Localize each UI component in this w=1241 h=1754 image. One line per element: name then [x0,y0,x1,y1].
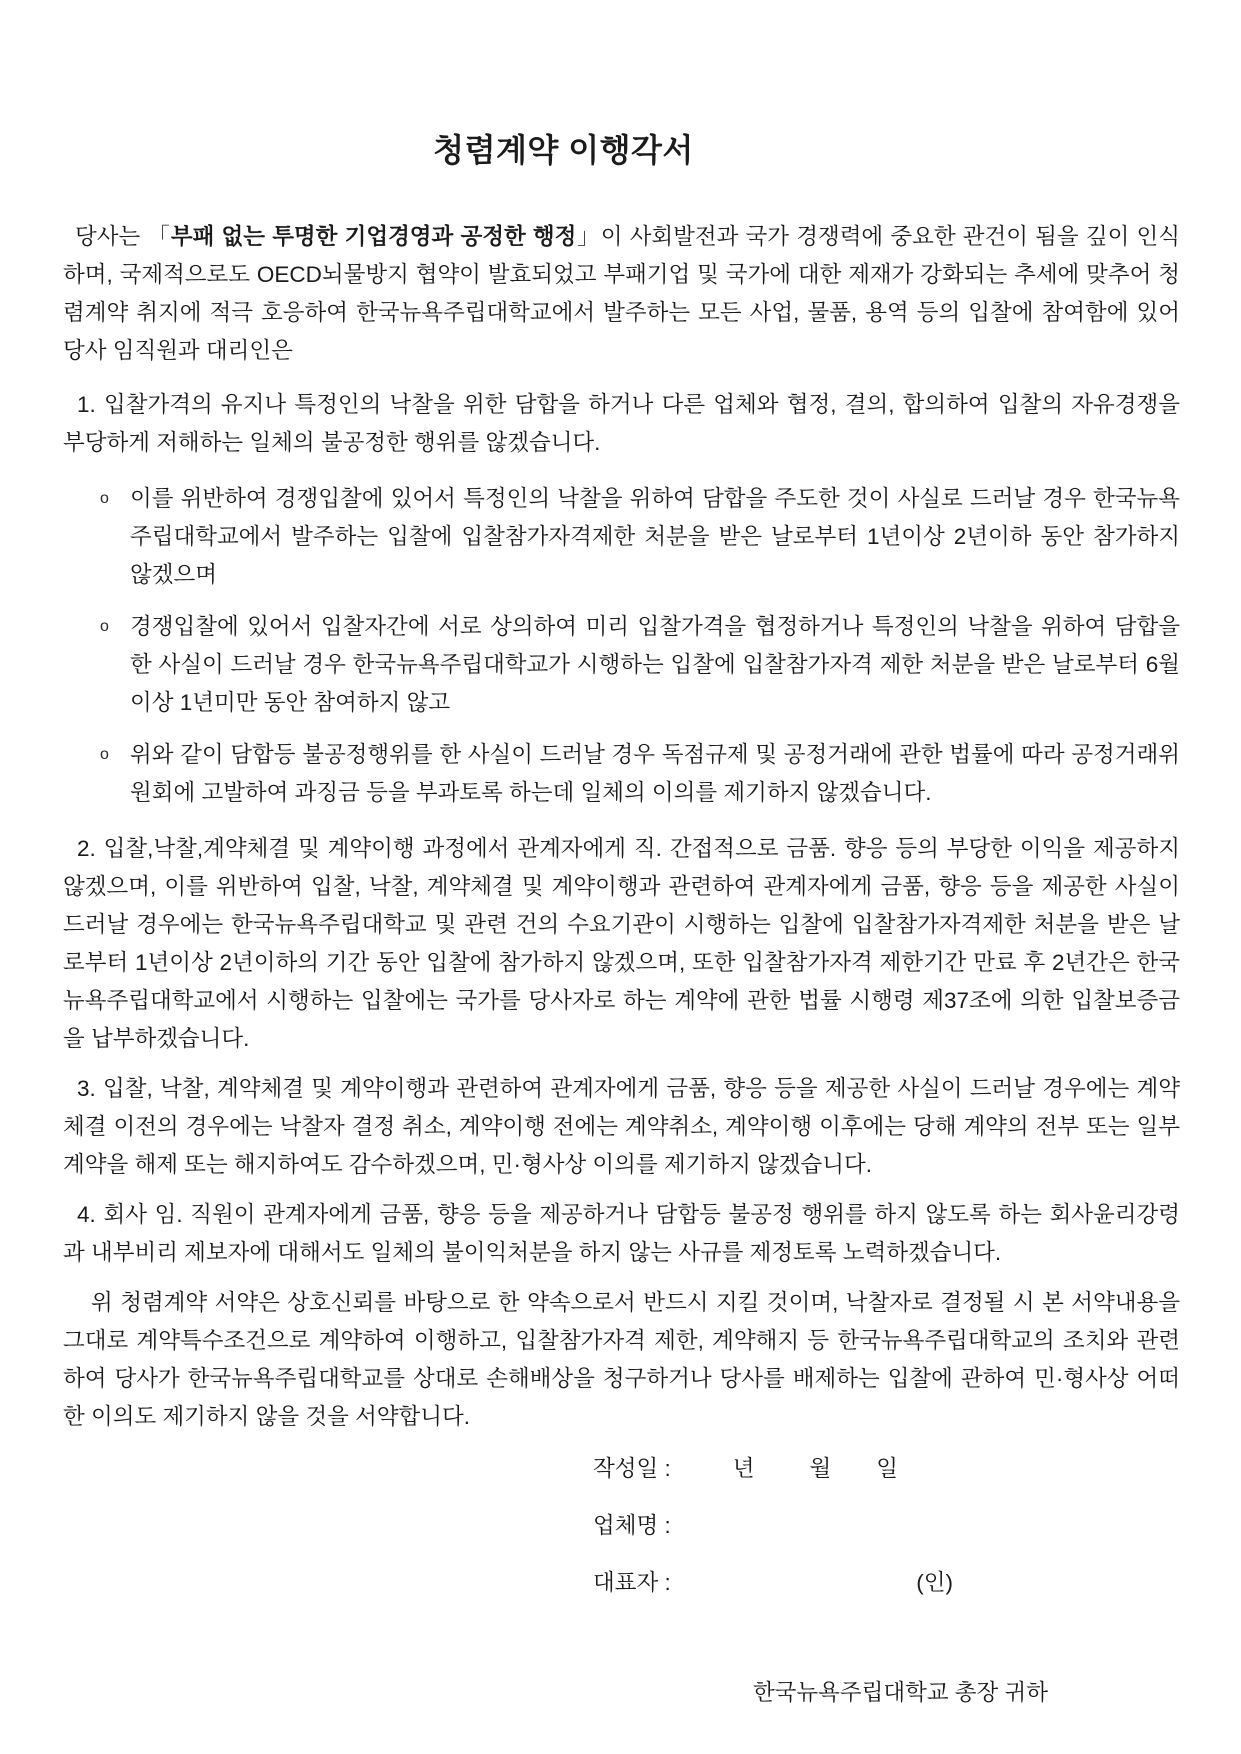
subclause-text: 경쟁입찰에 있어서 입찰자간에 서로 상의하여 미리 입찰가격을 협정하거나 특정인의 낙찰을 위하여 담합을 한 사실이 드러날 경우 한국뉴욕주립대학교가 시행하는 입찰에 입찰참가자격 제한 처분을 받은 날로부터 6월이상 1년미만 동안 참여하지 않고 [130,614,1180,715]
closing-paragraph: 위 청렴계약 서약은 상호신뢰를 바탕으로 한 약속으로서 반드시 지킬 것이며, 낙찰자로 결정될 시 본 서약내용을 그대로 계약특수조건으로 계약하여 이행하고, 입찰참가자격 제한, 계약해지 등 한국뉴욕주립대학교의 조치와 관련하여 당사가 한국뉴욕주립대학교를 상대로 손해배상을 청구하거나 당사를 배제하는 입찰에 관하여 민·형사상 어떠한 이의도 제기하지 않을 것을 서약합니다. [63,1290,1180,1429]
subclause-text: 위와 같이 담합등 불공정행위를 한 사실이 드러날 경우 독점규제 및 공정거래에 관한 법률에 따라 공정거래위원회에 고발하여 과징금 등을 부과토록 하는데 일체의 이의를 제기하지 않겠습니다. [130,742,1180,805]
intro-text-before-bold: 당사는 「 [75,224,171,249]
pledge-item-1: 1. 입찰가격의 유지나 특정인의 낙찰을 위한 담합을 하거나 다른 업체와 협정, 결의, 합의하여 입찰의 자유경쟁을 부당하게 저해하는 일체의 불공정한 행위를 않겠습니다. [63,392,1180,455]
signature-company-row [593,1507,993,1545]
month-label: 월 [809,1456,832,1481]
intro-paragraph [63,218,1180,370]
pledge-item-2: 2. 입찰,낙찰,계약체결 및 계약이행 과정에서 관계자에게 직. 간접적으로 금품. 향응 등의 부당한 이익을 제공하지 않겠으며, 이를 위반하여 입찰, 낙찰, 계약체결 및 계약이행과 관련하여 관계자에게 금품, 향응 등을 제공한 사실이 드러날 경우에는 한국뉴욕주립대학교 및 관련 건의 수요기관이 시행하는 입찰에 입찰참가자격제한 처분을 받은 날로부터 1년이상 2년이하의 기간 동안 입찰에 참가하지 않겠으며, 또한 입찰참가자격 제한기간 만료 후 2년간은 한국뉴욕주립대학교에서 시행하는 입찰에는 국가를 당사자로 하는 계약에 관한 법률 시행령 제37조에 의한 입찰보증금을 납부하겠습니다. [63,836,1180,1051]
day-label: 일 [876,1456,898,1481]
signature-date-row [593,1450,993,1488]
bullet-marker: o [100,618,109,635]
bullet-marker: o [100,490,109,507]
seal-placeholder: (인) [916,1570,953,1595]
list-item [63,608,1180,722]
intro-text-after-bold: 」이 사회발전과 국가 경쟁력에 중요한 관건이 됨을 깊이 인식하며, 국제적으로도 OECD뇌물방지 협약이 발효되었고 부패기업 및 국가에 대한 제재가 강화되는 추세에 맞추어 청렴계약 취지에 적극 호응하여 한국뉴욕주립대학교에서 발주하는 모든 사업, 물품, 용역 등의 입찰에 참여함에 있어 당사 임직원과 대리인은 [63,224,1180,363]
pledge-item-4: 4. 회사 임. 직원이 관계자에게 금품, 향응 등을 제공하거나 담합등 불공정 행위를 하지 않도록 하는 회사윤리강령과 내부비리 제보자에 대해서도 일체의 불이익처분을 하지 않는 사규를 제정토록 노력하겠습니다. [63,1202,1180,1265]
signature-representative-row [593,1564,993,1602]
addressee-line: 한국뉴욕주립대학교 총장 귀하 [752,1680,1048,1705]
company-label: 업체명 : [593,1513,671,1538]
representative-label: 대표자 : [593,1570,671,1595]
bullet-marker: o [100,746,109,763]
year-label: 년 [732,1456,755,1481]
intro-bold-phrase: 부패 없는 투명한 기업경영과 공정한 행정 [170,224,577,249]
subclause-text: 이를 위반하여 경쟁입찰에 있어서 특정인의 낙찰을 위하여 담합을 주도한 것이 사실로 드러날 경우 한국뉴욕주립대학교에서 발주하는 입찰에 입찰참가자격제한 처분을 받은 날로부터 1년이상 2년이하 동안 참가하지 않겠으며 [130,486,1180,587]
list-item [63,480,1180,594]
list-item [63,736,1180,812]
pledge-item-3: 3. 입찰, 낙찰, 계약체결 및 계약이행과 관련하여 관계자에게 금품, 향응 등을 제공한 사실이 드러날 경우에는 계약체결 이전의 경우에는 낙찰자 결정 취소, 계약이행 전에는 계약취소, 계약이행 이후에는 당해 계약의 전부 또는 일부계약을 해제 또는 해지하여도 감수하겠으며, 민·형사상 이의를 제기하지 않겠습니다. [63,1076,1180,1177]
date-label: 작성일 : [593,1456,671,1481]
page-title: 청렴계약 이행각서 [433,132,694,168]
signature-block [593,1450,993,1602]
item-1-subclauses [63,480,1180,812]
